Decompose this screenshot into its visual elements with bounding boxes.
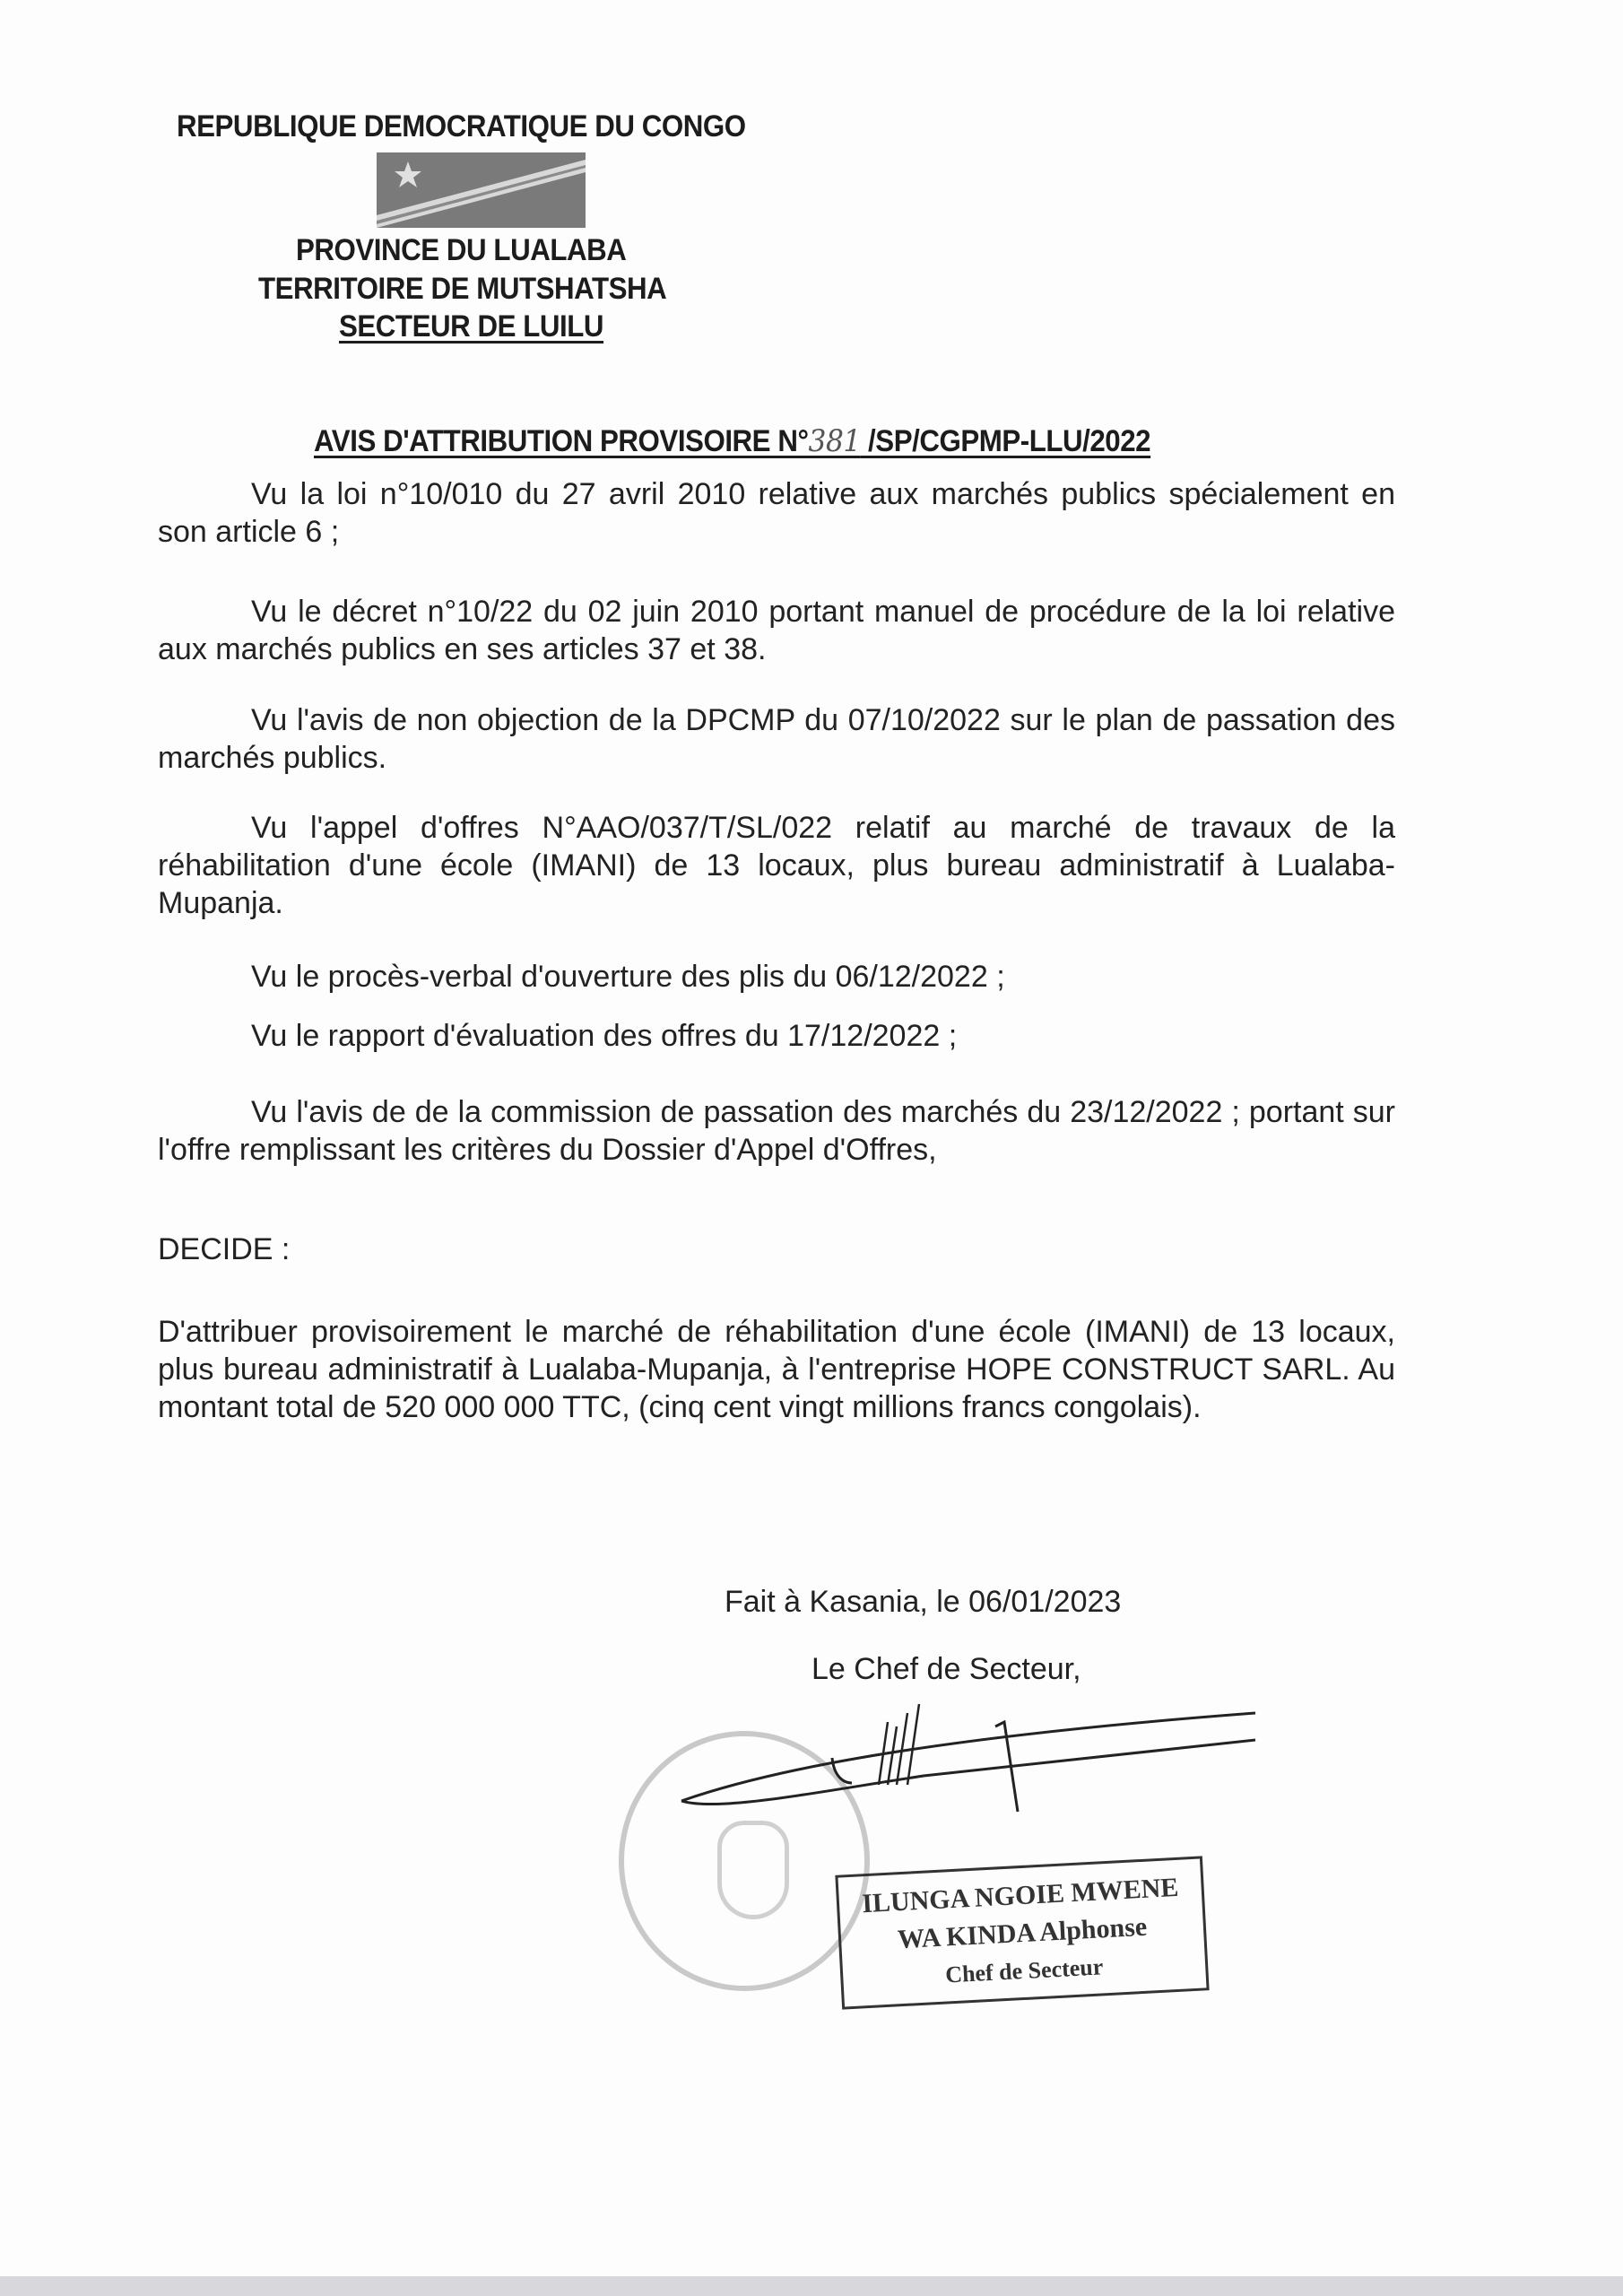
stamp-name-line1: ILUNGA NGOIE MWENE — [861, 1872, 1180, 1919]
place-date: Fait à Kasania, le 06/01/2023 — [725, 1585, 1122, 1619]
decision-text: D'attribuer provisoirement le marché de réhabilitation d'une école (IMANI) de 13 locaux, plus bureau administratif à Lualaba-Mupanja, à l'entreprise HOPE CONSTRUCT SARL. Au montant total de 520 000 000 TTC, (cinq cent vingt millions francs congolais). — [158, 1315, 1395, 1424]
signatory-title: Le Chef de Secteur, — [812, 1652, 1081, 1686]
paragraph-law: Vu la loi n°10/010 du 27 avril 2010 relative aux marchés publics spécialement en son article 6 ; — [158, 477, 1395, 549]
signatory-name-stamp — [835, 1856, 1209, 2009]
paragraph-non-objection: Vu l'avis de non objection de la DPCMP du 07/10/2022 sur le plan de passation des marchés publics. — [158, 703, 1395, 775]
paragraph-opening-report: Vu le procès-verbal d'ouverture des plis du 06/12/2022 ; — [251, 960, 1005, 994]
paragraph-commission: Vu l'avis de de la commission de passation des marchés du 23/12/2022 ; portant sur l'offre remplissant les critères du Dossier d'Appel d'Offres, — [158, 1095, 1395, 1167]
decide-heading: DECIDE : — [158, 1232, 291, 1266]
document-title — [314, 423, 1150, 459]
paragraph-decree: Vu le décret n°10/22 du 02 juin 2010 portant manuel de procédure de la loi relative aux marchés publics en ses articles 37 et 38. — [158, 595, 1395, 666]
scan-edge — [0, 2276, 1623, 2296]
paragraph-evaluation: Vu le rapport d'évaluation des offres du 17/12/2022 ; — [251, 1019, 958, 1053]
signature — [628, 1686, 1273, 1866]
title-prefix: AVIS D'ATTRIBUTION PROVISOIRE N° — [314, 424, 809, 458]
stamp-title: Chef de Secteur — [944, 1953, 1104, 1988]
stamp-name-line2: WA KINDA Alphonse — [897, 1911, 1148, 1955]
paragraph-tender: Vu l'appel d'offres N°AAO/037/T/SL/022 relatif au marché de travaux de la réhabilitation d'une école (IMANI) de 13 locaux, plus bureau administratif à Lualaba-Mupanja. — [158, 811, 1395, 920]
sector-heading: SECTEUR DE LUILU — [339, 309, 604, 344]
title-number: 381 — [808, 423, 861, 459]
flag-icon — [377, 152, 586, 228]
title-suffix: /SP/CGPMP-LLU/2022 — [860, 424, 1151, 458]
territory-heading: TERRITOIRE DE MUTSHATSHA — [258, 272, 667, 306]
country-heading: REPUBLIQUE DEMOCRATIQUE DU CONGO — [177, 109, 746, 144]
province-heading: PROVINCE DU LUALABA — [296, 233, 627, 267]
